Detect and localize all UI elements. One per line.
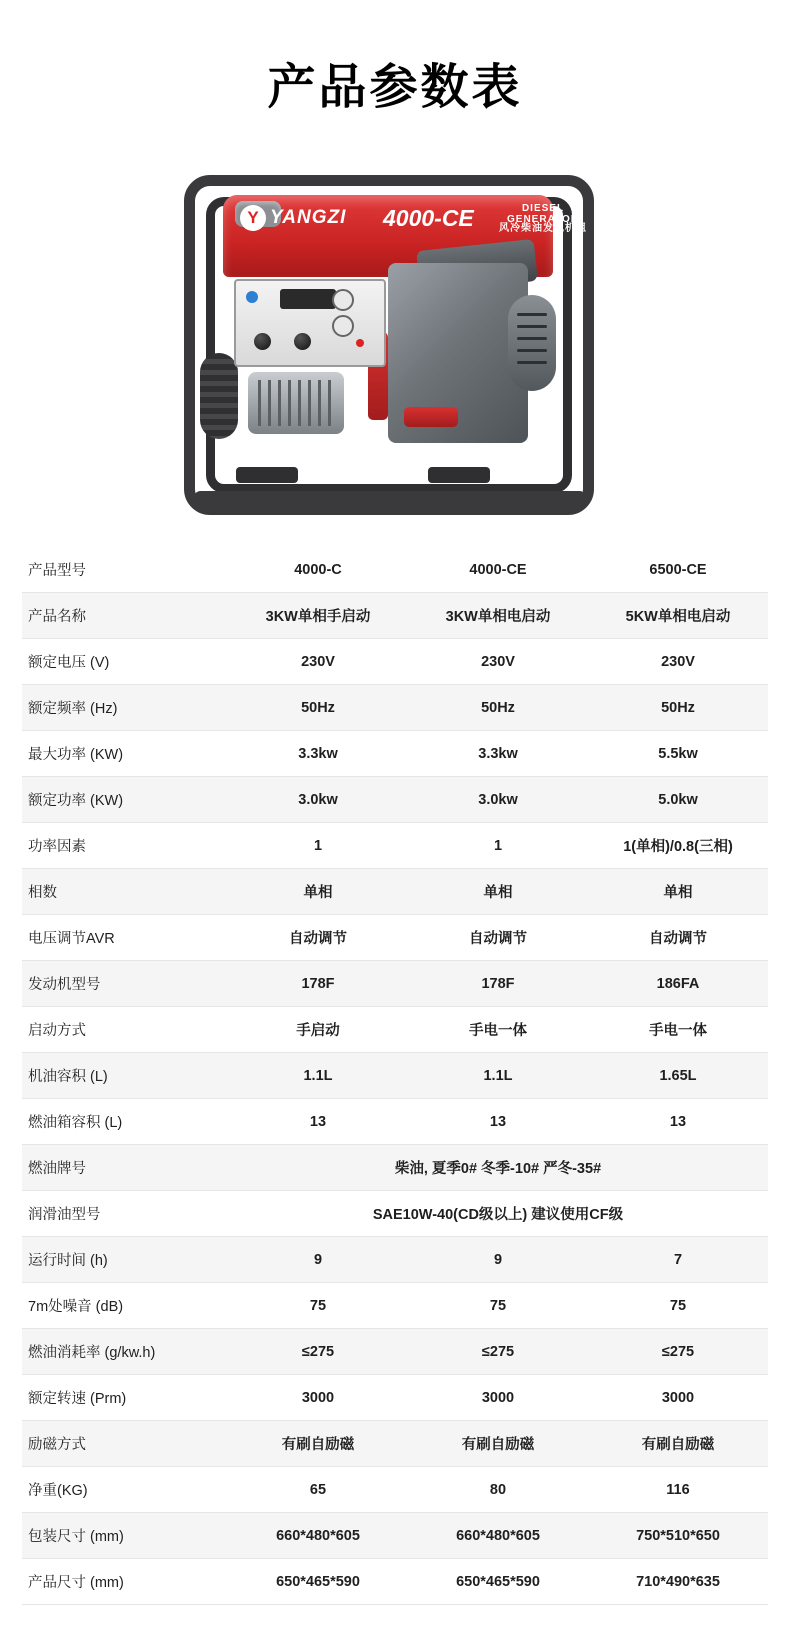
spec-value: 230V	[228, 639, 408, 685]
spec-value-merged: 柴油, 夏季0# 冬季-10# 严冬-35#	[228, 1145, 768, 1191]
spec-label: 发动机型号	[22, 961, 228, 1007]
spec-label: 运行时间 (h)	[22, 1237, 228, 1283]
table-row	[22, 869, 768, 915]
spec-label: 燃油箱容积 (L)	[22, 1099, 228, 1145]
spec-value: 50Hz	[588, 685, 768, 731]
spec-value: 9	[408, 1237, 588, 1283]
panel-knob-1	[254, 333, 271, 350]
spec-value: ≤275	[228, 1329, 408, 1375]
table-row	[22, 823, 768, 869]
spec-label: 燃油牌号	[22, 1145, 228, 1191]
spec-value: 3.3kw	[228, 731, 408, 777]
table-row	[22, 639, 768, 685]
spec-value: 75	[588, 1283, 768, 1329]
spec-value: 13	[588, 1099, 768, 1145]
table-row	[22, 961, 768, 1007]
spec-value: 3.0kw	[228, 777, 408, 823]
alternator	[248, 372, 344, 434]
spec-label: 7m处噪音 (dB)	[22, 1283, 228, 1329]
spec-value: 有刷自励磁	[228, 1421, 408, 1467]
table-row	[22, 685, 768, 731]
spec-label: 润滑油型号	[22, 1191, 228, 1237]
engine-red-base	[404, 407, 458, 427]
muffler	[508, 295, 556, 391]
spec-value: 3000	[588, 1375, 768, 1421]
spec-value: 4000-CE	[408, 547, 588, 593]
spec-label: 功率因素	[22, 823, 228, 869]
spec-value: 1.1L	[408, 1053, 588, 1099]
spec-value: 自动调节	[228, 915, 408, 961]
spec-label: 额定电压 (V)	[22, 639, 228, 685]
table-row	[22, 1053, 768, 1099]
brand-logo-icon: Y	[240, 205, 266, 231]
indicator-lamp	[246, 291, 258, 303]
spec-value: 65	[228, 1467, 408, 1513]
spec-value: ≤275	[408, 1329, 588, 1375]
spec-value: 650*465*590	[228, 1559, 408, 1605]
spec-value: 710*490*635	[588, 1559, 768, 1605]
spec-value: 3KW单相手启动	[228, 593, 408, 639]
spec-value: 13	[408, 1099, 588, 1145]
spec-label: 励磁方式	[22, 1421, 228, 1467]
spec-value: 5.0kw	[588, 777, 768, 823]
spec-value: 80	[408, 1467, 588, 1513]
spec-value: 116	[588, 1467, 768, 1513]
spec-value: 75	[408, 1283, 588, 1329]
spec-label: 额定功率 (KW)	[22, 777, 228, 823]
spec-value: 1(单相)/0.8(三相)	[588, 823, 768, 869]
spec-value: 750*510*650	[588, 1513, 768, 1559]
spec-value: 1	[408, 823, 588, 869]
spec-value: 50Hz	[408, 685, 588, 731]
spec-value: 178F	[228, 961, 408, 1007]
product-image	[0, 127, 790, 547]
spec-label: 机油容积 (L)	[22, 1053, 228, 1099]
spec-value: 3KW单相电启动	[408, 593, 588, 639]
spec-value: 50Hz	[228, 685, 408, 731]
spec-value: 7	[588, 1237, 768, 1283]
model-badge: 4000-CE	[383, 205, 474, 231]
spec-value: 手电一体	[588, 1007, 768, 1053]
table-row	[22, 1191, 768, 1237]
panel-display	[280, 289, 336, 309]
spec-value: 660*480*605	[228, 1513, 408, 1559]
table-row	[22, 1467, 768, 1513]
table-row	[22, 1283, 768, 1329]
spec-label: 最大功率 (KW)	[22, 731, 228, 777]
spec-value: 9	[228, 1237, 408, 1283]
spec-value: 3000	[408, 1375, 588, 1421]
panel-knob-2	[294, 333, 311, 350]
spec-value: 650*465*590	[408, 1559, 588, 1605]
table-row	[22, 1559, 768, 1605]
wheel-left	[200, 353, 238, 439]
spec-label: 产品尺寸 (mm)	[22, 1559, 228, 1605]
table-row	[22, 593, 768, 639]
spec-value: 1	[228, 823, 408, 869]
generator-illustration	[178, 167, 603, 522]
spec-value: 3.3kw	[408, 731, 588, 777]
spec-value: 手启动	[228, 1007, 408, 1053]
spec-value: 1.65L	[588, 1053, 768, 1099]
spec-value: 1.1L	[228, 1053, 408, 1099]
spec-value: 178F	[408, 961, 588, 1007]
table-row	[22, 547, 768, 593]
table-row	[22, 731, 768, 777]
table-row	[22, 1421, 768, 1467]
spec-value: 186FA	[588, 961, 768, 1007]
spec-value: 230V	[588, 639, 768, 685]
spec-label: 额定转速 (Prm)	[22, 1375, 228, 1421]
table-row	[22, 1329, 768, 1375]
table-row	[22, 915, 768, 961]
table-row	[22, 1513, 768, 1559]
spec-value: 13	[228, 1099, 408, 1145]
spec-value: 4000-C	[228, 547, 408, 593]
spec-label: 产品型号	[22, 547, 228, 593]
spec-value: 单相	[228, 869, 408, 915]
spec-value: 75	[228, 1283, 408, 1329]
mount-foot-left	[236, 467, 298, 483]
table-row	[22, 1237, 768, 1283]
spec-label: 包装尺寸 (mm)	[22, 1513, 228, 1559]
spec-label: 电压调节AVR	[22, 915, 228, 961]
page-title: 产品参数表	[267, 61, 523, 114]
tank-text-en: DIESEL GENERATOR	[507, 203, 579, 225]
frame-base-bar	[194, 491, 586, 504]
spec-table-wrapper	[0, 547, 790, 1635]
spec-label: 启动方式	[22, 1007, 228, 1053]
spec-label: 净重(KG)	[22, 1467, 228, 1513]
spec-value: 单相	[408, 869, 588, 915]
brand-name: YANGZI	[270, 207, 347, 228]
spec-value: 自动调节	[588, 915, 768, 961]
spec-value-merged: SAE10W-40(CD级以上) 建议使用CF级	[228, 1191, 768, 1237]
panel-socket-1	[332, 289, 354, 311]
spec-value: 有刷自励磁	[408, 1421, 588, 1467]
spec-value: 660*480*605	[408, 1513, 588, 1559]
spec-value: 有刷自励磁	[588, 1421, 768, 1467]
control-panel	[234, 279, 386, 367]
spec-label: 产品名称	[22, 593, 228, 639]
spec-value: 手电一体	[408, 1007, 588, 1053]
spec-value: 单相	[588, 869, 768, 915]
spec-label: 燃油消耗率 (g/kw.h)	[22, 1329, 228, 1375]
mount-foot-right	[428, 467, 490, 483]
table-row	[22, 1007, 768, 1053]
spec-label: 额定频率 (Hz)	[22, 685, 228, 731]
spec-value: 3.0kw	[408, 777, 588, 823]
tank-text-cn: 风冷柴油发电机组	[499, 223, 587, 234]
panel-red-lamp	[356, 339, 364, 347]
spec-value: 5.5kw	[588, 731, 768, 777]
spec-value: 6500-CE	[588, 547, 768, 593]
panel-socket-2	[332, 315, 354, 337]
spec-label: 相数	[22, 869, 228, 915]
table-row	[22, 1375, 768, 1421]
spec-value: ≤275	[588, 1329, 768, 1375]
spec-value: 230V	[408, 639, 588, 685]
table-row	[22, 777, 768, 823]
spec-value: 5KW单相电启动	[588, 593, 768, 639]
table-row	[22, 1099, 768, 1145]
table-row	[22, 1145, 768, 1191]
spec-table	[22, 547, 768, 1605]
spec-value: 自动调节	[408, 915, 588, 961]
spec-value: 3000	[228, 1375, 408, 1421]
